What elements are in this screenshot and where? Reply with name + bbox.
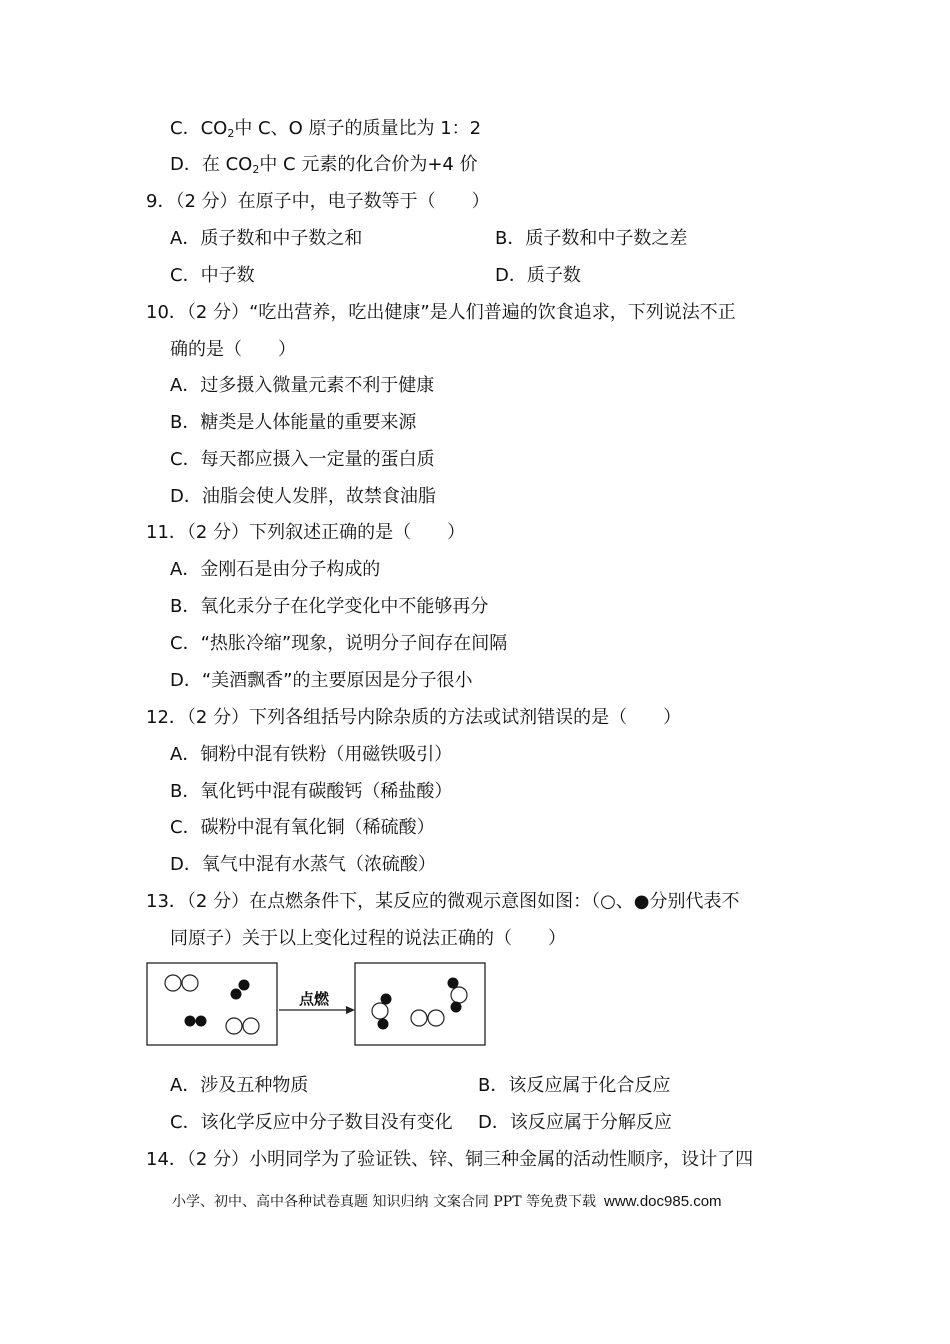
q12-stem: 12．（2 分）下列各组括号内除杂质的方法或试剂错误的是（ ）: [146, 707, 682, 728]
q12-option-c: C．碳粉中混有氧化铜（稀硫酸）: [170, 817, 435, 838]
reactant-box: [147, 963, 277, 1045]
q8-option-c: C．$CO_2$中 C、O 原子的质量比为 1：2: [170, 118, 482, 140]
product-box: [355, 963, 485, 1045]
q10-option-c: C．每天都应摄入一定量的蛋白质: [170, 449, 435, 470]
q13-option-b: B．该反应属于化合反应: [478, 1075, 671, 1096]
q9-option-c: C．中子数: [170, 265, 255, 286]
q12-option-b: B．氧化钙中混有碳酸钙（稀盐酸）: [170, 781, 453, 802]
q9-option-b: B．质子数和中子数之差: [495, 228, 688, 249]
diagram-label: 点燃: [298, 990, 330, 1008]
q11-option-c: C．“热胀冷缩”现象，说明分子间存在间隔: [170, 633, 508, 654]
q10-option-a: A．过多摄入微量元素不利于健康: [170, 375, 435, 396]
q11-option-b: B．氧化汞分子在化学变化中不能够再分: [170, 596, 489, 617]
q9-stem: 9．（2 分）在原子中，电子数等于（ ）: [146, 191, 490, 212]
product-molecule-open-pair: [411, 1010, 444, 1026]
q13-option-d: D．该反应属于分解反应: [478, 1112, 672, 1133]
q13-stem-line2: 同原子）关于以上变化过程的说法正确的（ ）: [170, 928, 566, 949]
product-molecule-mixed-2: [448, 978, 468, 1013]
reaction-diagram: [146, 962, 486, 1048]
reactant-molecule-open-pair: [165, 975, 198, 991]
product-molecule-mixed-1: [372, 994, 392, 1030]
q14-stem-line1: 14．（2 分）小明同学为了验证铁、锌、铜三种金属的活动性顺序，设计了四: [146, 1149, 754, 1170]
q10-stem-line2: 确的是（ ）: [170, 339, 296, 360]
reaction-arrow-head: [346, 1006, 355, 1014]
reactant-molecule-open-pair-2: [226, 1018, 259, 1034]
page-footer: [172, 1192, 722, 1212]
q13-stem-line1: 13．（2 分）在点燃条件下，某反应的微观示意图如图：（○、●分别代表不: [146, 891, 740, 912]
footer-text: 小学、初中、高中各种试卷真题 知识归纳 文案合同 PPT 等免费下载: [172, 1194, 596, 1210]
q9-option-d: D．质子数: [495, 265, 581, 286]
q10-option-b: B．糖类是人体能量的重要来源: [170, 412, 417, 433]
q12-option-d: D．氧气中混有水蒸气（浓硫酸）: [170, 854, 436, 875]
q12-option-a: A．铜粉中混有铁粉（用磁铁吸引）: [170, 744, 453, 765]
q9-option-a: A．质子数和中子数之和: [170, 228, 363, 249]
reactant-molecule-filled-pair-1: [231, 980, 250, 1000]
footer-url[interactable]: www.doc985.com: [603, 1193, 722, 1210]
q13-option-a: A．涉及五种物质: [170, 1075, 309, 1096]
reactant-molecule-filled-pair-2: [185, 1016, 207, 1027]
q11-stem: 11．（2 分）下列叙述正确的是（ ）: [146, 522, 466, 543]
q10-stem-line1: 10．（2 分）“吃出营养，吃出健康”是人们普遍的饮食追求，下列说法不正: [146, 302, 736, 323]
q11-option-d: D．“美酒飘香”的主要原因是分子很小: [170, 670, 473, 691]
q13-option-c: C．该化学反应中分子数目没有变化: [170, 1112, 453, 1133]
q10-option-d: D．油脂会使人发胖，故禁食油脂: [170, 486, 436, 507]
q11-option-a: A．金刚石是由分子构成的: [170, 559, 381, 580]
q8-option-d: D．在 $CO_2$中 C 元素的化合价为+4 价: [170, 154, 478, 176]
